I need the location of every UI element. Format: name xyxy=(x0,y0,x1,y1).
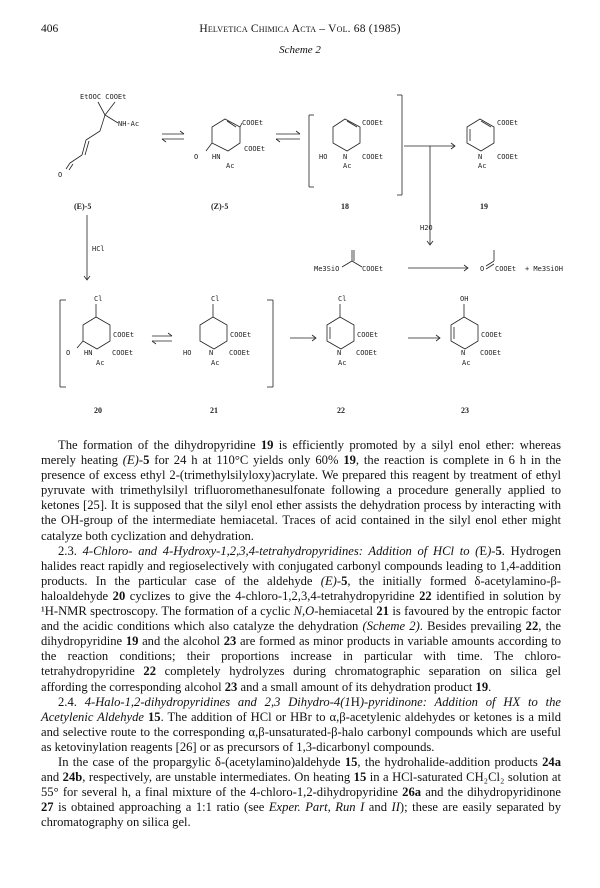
text-run: and xyxy=(364,800,392,815)
text-run: , the hydrohalide-addition products xyxy=(357,754,543,769)
text-run: 22 xyxy=(419,588,432,603)
paragraph xyxy=(41,438,561,544)
text-run: The formation of the dihydropyridine xyxy=(58,438,261,452)
text-run: . Besides prevailing xyxy=(419,619,526,634)
text-run: . The addition of HCl or HBr to α,β-acetylenic aldehydes or ketones is a mild and selective route to the corresponding α,β-unsaturated-β-halo carbonyl compounds which are useful as ketovinylation reagents [26] or as precursors of 1,3-dicarbonyl compounds. xyxy=(41,709,561,754)
text-run: and a small amount of its dehydration product xyxy=(237,679,476,694)
text-run: 5 xyxy=(495,543,502,558)
text-run: cyclizes to give the 4-chloro-1,2,3,4-tetrahydropyridine xyxy=(125,588,420,603)
n-label: N xyxy=(478,153,483,161)
cooet-label: COOEt xyxy=(112,349,134,357)
label-20: 20 xyxy=(94,406,102,415)
text-run: is obtained approaching a 1:1 ratio (see xyxy=(53,800,269,815)
text-run: and the alcohol xyxy=(138,634,224,649)
text-run: (E) xyxy=(122,453,139,468)
text-run: In the case of the propargylic δ-(acetylamino)aldehyde xyxy=(58,754,345,769)
text-run: 22 xyxy=(525,619,539,634)
scheme-title: Scheme 2 xyxy=(279,44,321,56)
text-run: 4-Chloro- and 4-Hydroxy-1,2,3,4-tetrahydropyridines: Addition of HCl to ( xyxy=(82,543,480,558)
cooet-label: COOEt xyxy=(113,331,135,339)
o-label: O xyxy=(58,171,63,179)
text-run: 24b xyxy=(62,770,83,785)
plus-me3sioh-label: + Me3SiOH xyxy=(525,265,563,273)
text-run: is efficiently promoted by a silyl enol ether: whereas merely heating xyxy=(41,438,561,468)
text-run: and xyxy=(41,770,63,785)
page-number: 406 xyxy=(41,23,59,35)
text-run: - xyxy=(138,453,144,468)
label-18: 18 xyxy=(341,202,349,211)
text-run: Exper. Part, Run I xyxy=(268,800,365,815)
text-run: for 24 h at 110°C yields only 60% xyxy=(149,453,344,468)
label-23: 23 xyxy=(461,406,469,415)
text-run: 27 xyxy=(41,800,54,815)
cooet-label: COOEt xyxy=(495,265,517,273)
ho-label: HO xyxy=(319,153,328,161)
text-run: 19 xyxy=(475,679,489,694)
me3sio-label: Me3SiO xyxy=(314,265,340,273)
cooet-label: COOEt xyxy=(362,153,384,161)
cooet-label: COOEt xyxy=(242,119,264,127)
hcl-label: HCl xyxy=(92,245,105,253)
text-run: is favoured by the entropic factor and the acidic conditions which also catalyze the dehydration xyxy=(41,604,561,634)
compound-21 xyxy=(183,295,251,415)
text-run: , respectively, are unstable intermediates. On heating xyxy=(82,770,354,785)
text-run: 24a xyxy=(542,754,561,769)
text-run: 5 xyxy=(143,453,150,468)
o-label: O xyxy=(480,265,485,273)
cooet-label: COOEt xyxy=(497,119,519,127)
n-label: N xyxy=(343,153,348,161)
text-run: completely hydrolyzes during chromatographic separation on silica gel affording the corresponding alcohol xyxy=(41,664,561,694)
text-run: 19 xyxy=(343,453,356,468)
text-run: 4-Halo-1,2-dihydropyridines and 2,3 Dihydro-4(1 xyxy=(84,694,351,709)
ac-label: Ac xyxy=(478,162,487,170)
ac-label: Ac xyxy=(226,162,235,170)
text-run: 21 xyxy=(376,604,389,619)
ac-label: Ac xyxy=(96,359,105,367)
cooet-label: COOEt xyxy=(357,331,379,339)
hn-label: HN xyxy=(212,153,221,161)
label-z5: (Z)-5 xyxy=(211,202,229,211)
text-run: (E) xyxy=(320,573,337,588)
n-label: N xyxy=(337,349,342,357)
compound-20 xyxy=(66,295,134,415)
text-run: are formed as minor products in variable amounts according to the reaction conditions; their proportions increase in particular with time. The chloro-tetrahydropyridine xyxy=(41,634,562,679)
text-run: - xyxy=(336,573,342,588)
cooet-label: COOEt xyxy=(480,349,502,357)
text-run: -hemiacetal xyxy=(314,604,377,619)
silyl-enol-ether xyxy=(314,250,383,273)
text-run: 15 xyxy=(344,754,358,769)
text-run: 2.4. xyxy=(58,694,85,709)
text-run: ); these are easily separated by chromatography on silica gel. xyxy=(41,800,562,830)
hn-label: HN xyxy=(84,349,93,357)
reaction-scheme-2 xyxy=(0,55,600,440)
ho-label: HO xyxy=(183,349,192,357)
label-21: 21 xyxy=(210,406,218,415)
text-run: 2.3. xyxy=(58,543,83,558)
h2o-label: H2O xyxy=(420,224,433,232)
compound-z5 xyxy=(194,119,265,211)
compound-23 xyxy=(451,295,502,415)
cooet-label: COOEt xyxy=(362,119,384,127)
cooet-label: COOEt xyxy=(356,349,378,357)
text-run: , the reaction is complete in 6 h in the presence of excess ethyl 2-(trimethylsilyloxy)acrylate. We prepared this reagent by treatment of ethyl pyruvate with trimethylsilyl trifluoromethanesulfonate following a procedure generally applied to ketones [25]. It is supposed that the silyl enol ether assists the dehydration process by interacting with the OH-group of the intermediate hemiacetal. Traces of acid contained in the silyl enol ether might catalyze both cyclization and dehydration. xyxy=(41,453,561,543)
equilibrium-arrow-1 xyxy=(162,131,184,142)
compound-22 xyxy=(327,295,378,415)
oh-label: OH xyxy=(460,295,469,303)
text-run: 5 xyxy=(341,573,348,588)
text-run: (Scheme 2) xyxy=(362,619,420,634)
text-run: in a HCl-saturated CH₂Cl₂ solution at 55° for several h, a final mixture of the 4-chloro-1,2-dihydropyridine xyxy=(41,770,561,800)
text-run: , the dihydropyridine xyxy=(41,619,561,649)
cooet-label: COOEt xyxy=(229,349,251,357)
text-run: )-pyridinone: Addition of HX to the Acetylenic Aldehyde xyxy=(41,694,561,724)
text-run: 26a xyxy=(402,785,422,800)
label-e5: (E)-5 xyxy=(74,202,92,211)
paragraph xyxy=(41,695,561,755)
text-run: identified in solution by ¹H-NMR spectroscopy. The formation of a cyclic xyxy=(41,588,561,619)
text-run: . xyxy=(488,679,492,694)
cl-label: Cl xyxy=(211,295,220,303)
body-text xyxy=(41,438,561,830)
compound-18 xyxy=(319,119,383,211)
cl-label: Cl xyxy=(94,295,103,303)
text-run: 19 xyxy=(125,634,139,649)
paragraph xyxy=(41,544,561,695)
text-run: . Hydrogen halides react rapidly and regioselectively with conjugated carbonyl compounds leading to 1,4-addition products. In the particular case of the aldehyde xyxy=(41,543,561,588)
cooet-label: COOEt xyxy=(481,331,503,339)
equilibrium-arrow-2 xyxy=(276,131,300,142)
compound-19 xyxy=(467,119,518,211)
label-19: 19 xyxy=(480,202,488,211)
ac-label: Ac xyxy=(343,162,352,170)
paragraph xyxy=(41,755,561,830)
text-run: 23 xyxy=(224,679,238,694)
cooet-label: COOEt xyxy=(230,331,252,339)
text-run: H xyxy=(350,694,360,709)
pyruvate-product xyxy=(480,250,563,273)
text-run: E xyxy=(479,543,488,558)
text-run: N,O xyxy=(293,604,315,619)
cooet-label: COOEt xyxy=(362,265,384,273)
text-run: 15 xyxy=(353,770,367,785)
text-run: 19 xyxy=(260,438,274,452)
ac-label: Ac xyxy=(462,359,471,367)
cl-label: Cl xyxy=(338,295,347,303)
label-22: 22 xyxy=(337,406,345,415)
o-label: O xyxy=(194,153,199,161)
cooet-label: COOEt xyxy=(244,145,266,153)
journal-running-header: Helvetica Chimica Acta – Vol. 68 (1985) xyxy=(199,23,401,35)
text-run: 23 xyxy=(223,634,237,649)
text-run: )- xyxy=(487,543,496,558)
text-run: II xyxy=(391,800,400,815)
n-label: N xyxy=(209,349,214,357)
text-run: and the dihydropyridinone xyxy=(421,785,561,800)
ac-label: Ac xyxy=(211,359,220,367)
n-label: N xyxy=(461,349,466,357)
etooc-cooet-label: EtOOC COOEt xyxy=(80,93,127,101)
equilibrium-arrow-3 xyxy=(152,333,172,344)
text-run: 15 xyxy=(147,709,161,724)
text-run: 20 xyxy=(112,588,126,603)
o-label: O xyxy=(66,349,71,357)
ac-label: Ac xyxy=(338,359,347,367)
text-run: , the initially formed δ-acetylamino-β-haloaldehyde xyxy=(41,573,561,603)
text-run: 22 xyxy=(143,664,156,679)
cooet-label: COOEt xyxy=(497,153,519,161)
compound-e5 xyxy=(58,93,139,211)
nh-ac-label: NH-Ac xyxy=(118,120,140,128)
